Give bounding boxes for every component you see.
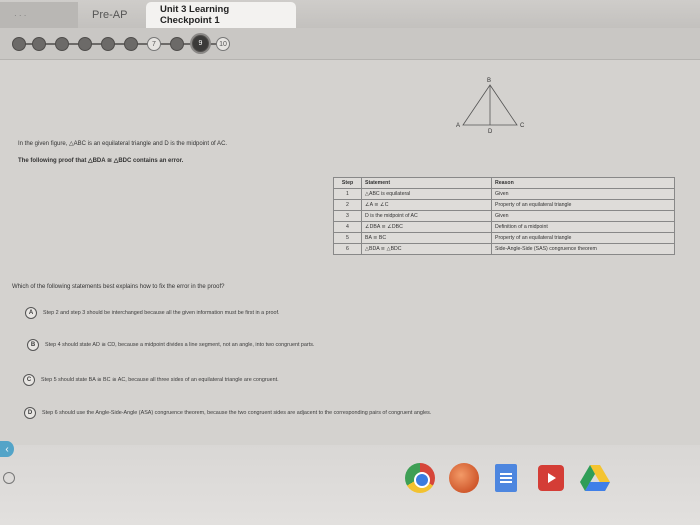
chrome-icon[interactable] [405, 463, 435, 493]
statement: △ABC is equilateral [362, 189, 492, 200]
label-c: C [520, 123, 525, 129]
question-prompt: Which of the following statements best explains how to fix the error in the proof? [12, 284, 225, 290]
statement: D is the midpoint of AC [362, 211, 492, 222]
proof-intro: The following proof that △BDA ≅ △BDC contains an error. [18, 158, 184, 164]
table-row [334, 233, 675, 244]
table-row [334, 189, 675, 200]
answer-option-b[interactable] [27, 339, 314, 351]
header-statement: Statement [362, 178, 492, 189]
table-row [334, 211, 675, 222]
tab-checkpoint[interactable]: Unit 3 Learning Checkpoint 1 [146, 2, 296, 28]
step-number: 6 [334, 244, 362, 255]
question-dot-6[interactable] [124, 37, 138, 51]
reason: Side-Angle-Side (SAS) congruence theorem [492, 244, 675, 255]
photos-icon[interactable] [449, 463, 479, 493]
question-dot-5[interactable] [101, 37, 115, 51]
header-step: Step [334, 178, 362, 189]
option-letter: C [23, 374, 35, 386]
question-dot-current[interactable]: 9 [192, 35, 209, 52]
table-row [334, 200, 675, 211]
header-reason: Reason [492, 178, 675, 189]
option-text: Step 5 should state BA ≅ BC ≅ AC, because all three sides of an equilateral triangle are congruent. [41, 377, 279, 383]
navigator-track [20, 43, 220, 45]
reason: Given [492, 211, 675, 222]
triangle-figure [455, 75, 535, 135]
table-row [334, 222, 675, 233]
step-number: 5 [334, 233, 362, 244]
play-icon[interactable] [538, 465, 564, 491]
question-dot-8[interactable] [170, 37, 184, 51]
proof-table [333, 177, 675, 255]
answer-option-c[interactable] [23, 374, 279, 386]
option-text: Step 4 should state AD ≅ CD, because a midpoint divides a line segment, not an angle, into two congruent parts. [45, 342, 315, 348]
launcher-icon[interactable] [3, 472, 15, 484]
statement: ∠A ≅ ∠C [362, 200, 492, 211]
answer-option-a[interactable] [25, 307, 279, 319]
reason: Definition of a midpoint [492, 222, 675, 233]
label-a: A [456, 123, 461, 129]
step-number: 3 [334, 211, 362, 222]
question-dot-2[interactable] [32, 37, 46, 51]
statement: △BDA ≅ △BDC [362, 244, 492, 255]
reason: Property of an equilateral triangle [492, 200, 675, 211]
option-letter: B [27, 339, 39, 351]
label-b: B [487, 78, 492, 84]
step-number: 1 [334, 189, 362, 200]
option-letter: D [24, 407, 36, 419]
reason: Given [492, 189, 675, 200]
step-number: 4 [334, 222, 362, 233]
browser-tab-bar [0, 0, 700, 28]
question-dot-7[interactable]: 7 [147, 37, 161, 51]
statement: ∠DBA ≅ ∠DBC [362, 222, 492, 233]
label-d: D [488, 129, 493, 135]
question-dot-1[interactable] [12, 37, 26, 51]
option-text: Step 6 should use the Angle-Side-Angle (ASA) congruence theorem, because the two congruent sides are adjacent to the corresponding pairs of congruent angles. [42, 410, 432, 416]
answer-option-d[interactable] [24, 407, 431, 419]
statement: BA ≅ BC [362, 233, 492, 244]
tab-pre-ap[interactable]: Pre-AP [92, 9, 128, 21]
option-text: Step 2 and step 3 should be interchanged because all the given information must be first in a proof. [43, 310, 280, 316]
tab-previous[interactable]: · · · [0, 2, 78, 28]
table-row [334, 244, 675, 255]
step-number: 2 [334, 200, 362, 211]
drive-icon[interactable] [580, 465, 610, 491]
question-dot-10[interactable]: 10 [216, 37, 230, 51]
back-arrow-icon[interactable]: ‹ [0, 441, 14, 457]
question-dot-3[interactable] [55, 37, 69, 51]
problem-intro: In the given figure, △ABC is an equilateral triangle and D is the midpoint of AC. [18, 141, 228, 147]
reason: Property of an equilateral triangle [492, 233, 675, 244]
docs-icon[interactable] [495, 464, 517, 492]
question-dot-4[interactable] [78, 37, 92, 51]
option-letter: A [25, 307, 37, 319]
